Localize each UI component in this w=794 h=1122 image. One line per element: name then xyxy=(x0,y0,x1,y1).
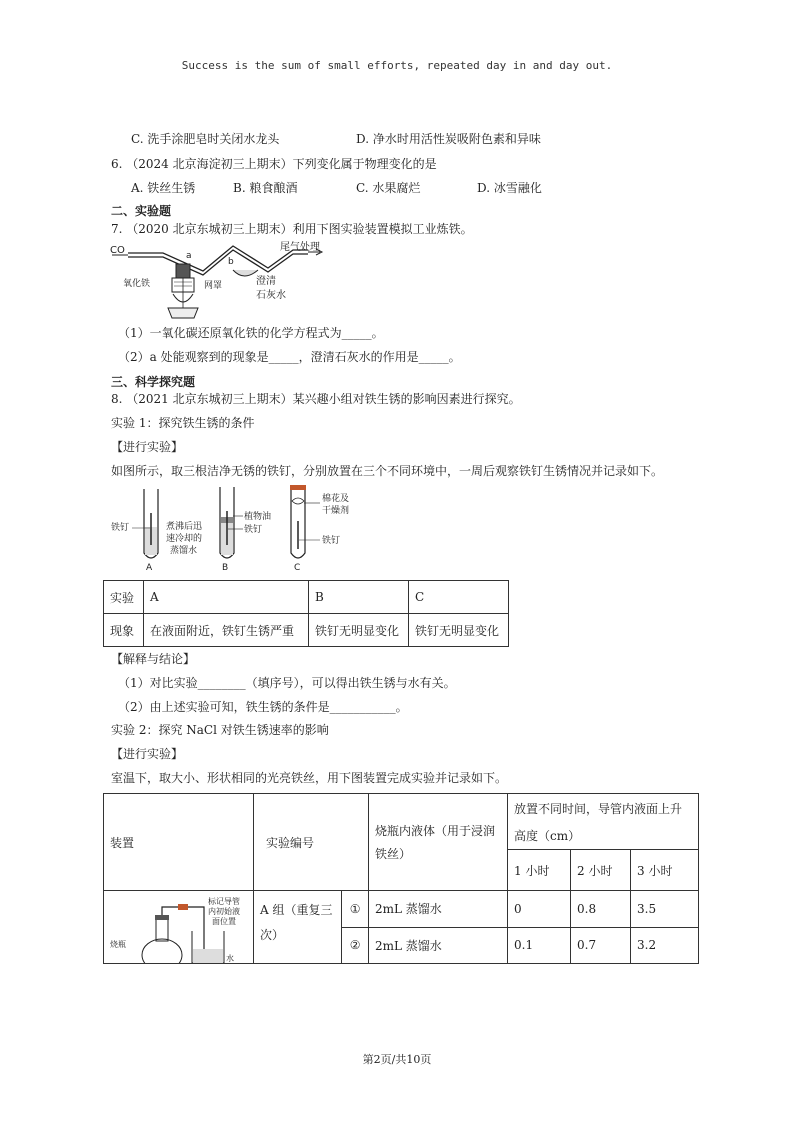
conduct-experiment-2: 【进行实验】 xyxy=(111,747,184,761)
iron-smelting-apparatus-figure xyxy=(108,238,348,324)
experiment-1-table xyxy=(103,580,509,647)
q5-option-d: D. 净水时用活性炭吸附色素和异味 xyxy=(356,132,541,146)
flask-liquid-header-line1: 烧瓶内液体（用于浸润 xyxy=(375,824,496,838)
experiment-number-header: 实验编号 xyxy=(254,794,369,891)
label-a: a xyxy=(186,251,192,261)
table-cell: 现象 xyxy=(104,614,144,647)
header-motto: Success is the sum of small efforts, repeated day in and day out. xyxy=(181,59,613,72)
table-cell: 铁钉无明显变化 xyxy=(409,614,509,647)
tail-gas-label: 尾气处理 xyxy=(280,242,320,253)
mark-tube-label-3: 面位置 xyxy=(212,917,236,926)
table-row xyxy=(104,614,509,647)
q7-sub2: （2）a 处能观察到的现象是_____，澄清石灰水的作用是_____。 xyxy=(118,350,461,364)
q6-option-b: B. 粮食酿酒 xyxy=(233,181,298,195)
section-3-heading: 三、科学探究题 xyxy=(111,375,196,389)
rise-height-header-line2: 高度（cm） xyxy=(514,828,581,843)
conduct-experiment-1: 【进行实验】 xyxy=(111,440,184,454)
flask-apparatus-figure xyxy=(104,891,253,963)
q8-stem: 8. （2021 北京东城初三上期末）某兴趣小组对铁生锈的影响因素进行探究。 xyxy=(111,392,521,406)
mark-tube-label-1: 标记导管 xyxy=(208,897,240,906)
boiled-water-label-3: 蒸馏水 xyxy=(170,546,198,556)
q6-option-c: C. 水果腐烂 xyxy=(356,181,421,195)
label-b: b xyxy=(228,257,234,267)
vegetable-oil-label: 植物油 xyxy=(244,512,272,522)
flask-liquid-header-line2: 铁丝） xyxy=(375,847,412,861)
q8-sub2: （2）由上述实验可知，铁生锈的条件是___________。 xyxy=(118,700,408,714)
hour-3-header: 3 小时 xyxy=(631,850,699,891)
rise-height-header-line1: 放置不同时间，导管内液面上升 xyxy=(514,801,683,816)
flask-liquid-header xyxy=(369,794,508,891)
hour-2-header: 2 小时 xyxy=(571,850,631,891)
group-a-line2: 次） xyxy=(260,928,285,942)
table-cell: C xyxy=(409,581,509,614)
rust-test-tubes-figure xyxy=(108,483,388,577)
rise-height-header xyxy=(508,794,699,850)
net-cover-label: 网罩 xyxy=(204,281,223,291)
row-1-liquid: 2mL 蒸馏水 xyxy=(369,891,508,928)
nail-c-label: 铁钉 xyxy=(322,536,341,546)
experiment-2-table xyxy=(103,793,699,964)
page-footer: 第2页/共10页 xyxy=(362,1053,432,1066)
cotton-desiccant-label-1: 棉花及 xyxy=(322,494,350,504)
section-2-heading: 二、实验题 xyxy=(111,204,172,218)
mark-tube-label-2: 内初始液 xyxy=(208,907,240,916)
device-figure-cell xyxy=(104,891,254,964)
hour-1-header: 1 小时 xyxy=(508,850,571,891)
row-1-hour-3: 3.5 xyxy=(631,891,699,928)
tube-a-label: A xyxy=(146,563,153,573)
q8-sub1: （1）对比实验________（填序号），可以得出铁生锈与水有关。 xyxy=(118,676,456,690)
table-cell: A xyxy=(144,581,309,614)
cotton-desiccant-label-2: 干燥剂 xyxy=(322,506,350,516)
nail-a-label: 铁钉 xyxy=(111,523,130,533)
q6-option-d: D. 冰雪融化 xyxy=(477,181,542,195)
experiment-1-desc: 如图所示，取三根洁净无锈的铁钉，分别放置在三个不同环境中，一周后观察铁钉生锈情况并记录如下。 xyxy=(111,464,664,478)
table-cell: 在液面附近，铁钉生锈严重 xyxy=(144,614,309,647)
flask-label: 烧瓶 xyxy=(110,940,126,949)
group-a-line1: A 组（重复三 xyxy=(260,903,333,917)
limewater-label-2: 石灰水 xyxy=(256,290,286,301)
row-2-hour-3: 3.2 xyxy=(631,927,699,964)
table-cell: B xyxy=(309,581,409,614)
explanation-heading: 【解释与结论】 xyxy=(111,652,196,666)
row-2-hour-2: 0.7 xyxy=(571,927,631,964)
co-label: CO xyxy=(110,245,125,256)
water-label: 水 xyxy=(226,954,234,963)
tube-c-label: C xyxy=(294,563,301,573)
experiment-2-title: 实验 2：探究 NaCl 对铁生锈速率的影响 xyxy=(111,723,329,737)
boiled-water-label-2: 速冷却的 xyxy=(166,534,203,544)
group-a-cell xyxy=(254,891,342,964)
iron-oxide-label: 氧化铁 xyxy=(123,279,151,289)
table-row xyxy=(104,891,699,928)
q6-stem: 6. （2024 北京海淀初三上期末）下列变化属于物理变化的是 xyxy=(111,157,437,171)
q6-option-a: A. 铁丝生锈 xyxy=(131,181,196,195)
row-2-liquid: 2mL 蒸馏水 xyxy=(369,927,508,964)
row-2-hour-1: 0.1 xyxy=(508,927,571,964)
table-cell: 铁钉无明显变化 xyxy=(309,614,409,647)
row-2-number: ② xyxy=(342,927,369,964)
limewater-label-1: 澄清 xyxy=(256,276,276,287)
boiled-water-label-1: 煮沸后迅 xyxy=(166,522,203,532)
nail-b-label: 铁钉 xyxy=(244,525,263,535)
q7-stem: 7. （2020 北京东城初三上期末）利用下图实验装置模拟工业炼铁。 xyxy=(111,222,473,236)
table-row xyxy=(104,581,509,614)
q7-sub1: （1）一氧化碳还原氧化铁的化学方程式为_____。 xyxy=(118,326,384,340)
table-row xyxy=(104,794,699,850)
experiment-2-desc: 室温下，取大小、形状相同的光亮铁丝，用下图装置完成实验并记录如下。 xyxy=(111,771,508,785)
row-1-number: ① xyxy=(342,891,369,928)
experiment-1-title: 实验 1：探究铁生锈的条件 xyxy=(111,416,255,430)
device-header: 装置 xyxy=(104,794,254,891)
table-cell: 实验 xyxy=(104,581,144,614)
tube-b-label: B xyxy=(222,563,229,573)
q5-option-c: C. 洗手涂肥皂时关闭水龙头 xyxy=(131,132,280,146)
row-1-hour-1: 0 xyxy=(508,891,571,928)
row-1-hour-2: 0.8 xyxy=(571,891,631,928)
